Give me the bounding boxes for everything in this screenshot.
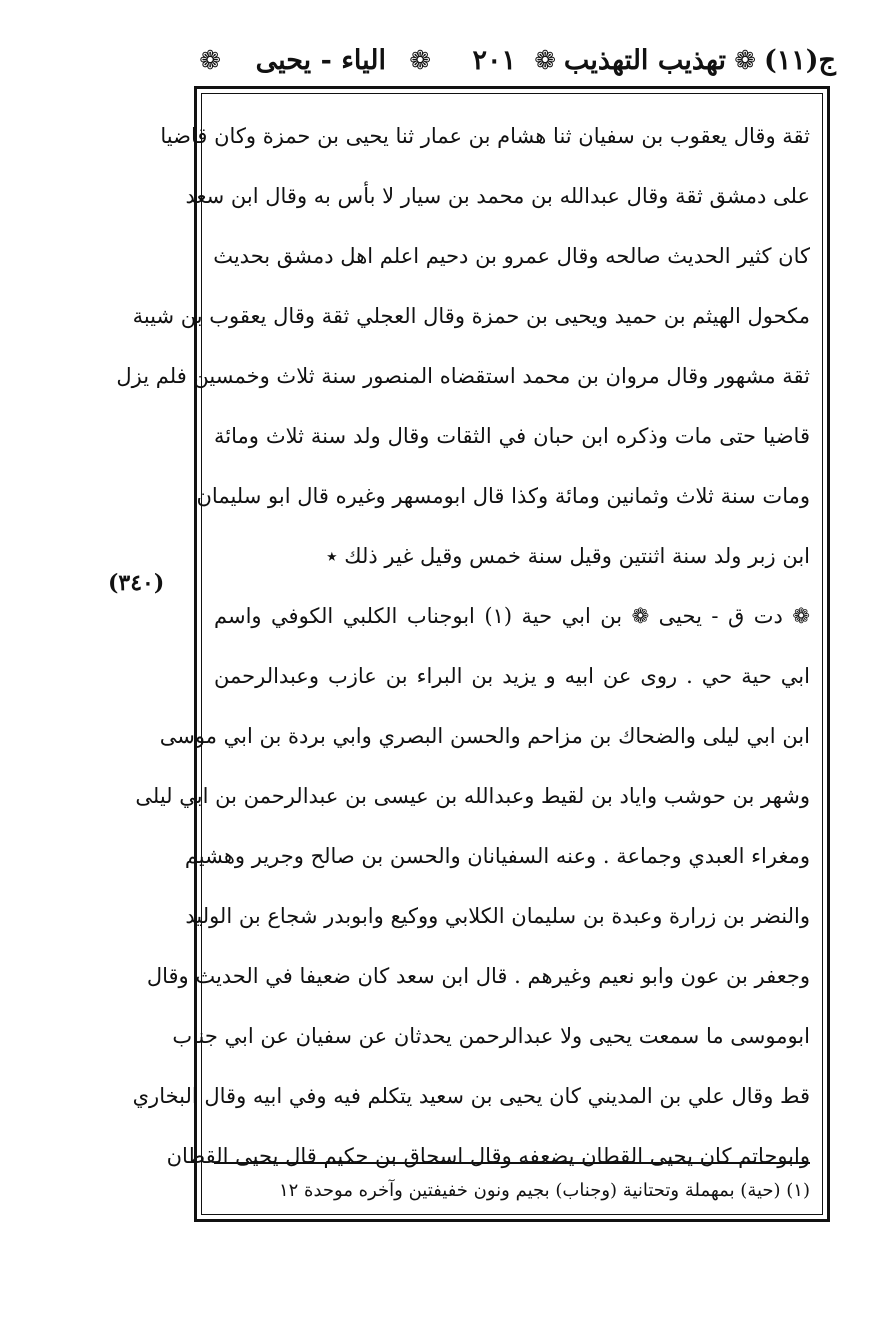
text-line: قاضيا حتى مات وذكره ابن حبان في الثقات وقال ولد سنة ثلاث ومائة bbox=[214, 424, 810, 448]
text-line: ابن ابي ليلى والضحاك بن مزاحم والحسن البصري وابي بردة بن ابي موسى bbox=[159, 724, 810, 748]
text-line: والنضر بن زرارة وعبدة بن سليمان الكلابي ووكيع وابوبدر شجاع بن الوليد bbox=[185, 904, 810, 928]
footnote: (١) (حية) بمهملة وتحتانية (وجناب) بجيم ونون خفيفتين وآخره موحدة ١٢ bbox=[278, 1180, 810, 1201]
text-line: ابوموسى ما سمعت يحيى ولا عبدالرحمن يحدثان عن سفيان عن ابي جناب bbox=[172, 1024, 810, 1048]
text-line: ابي حية حي . روى عن ابيه و يزيد بن البراء بن عازب وعبدالرحمن bbox=[214, 664, 810, 688]
text-line: ثقة وقال يعقوب بن سفيان ثنا هشام بن عمار ثنا يحيى بن حمزة وكان قاضيا bbox=[160, 124, 810, 148]
ornament-icon: ❁ bbox=[409, 46, 431, 76]
entry-heading-line: ❁ دت ق - يحيى ❁ بن ابي حية (١) ابوجناب الكلبي الكوفي واسم bbox=[214, 604, 810, 628]
entry-number: (٣٤٠) bbox=[108, 570, 165, 596]
section-title: الياء - يحيى bbox=[255, 45, 386, 76]
page-number: ٢٠١ bbox=[472, 45, 516, 76]
ornament-icon: ❁ bbox=[734, 46, 756, 76]
text-line: كان كثير الحديث صالحه وقال عمرو بن دحيم اعلم اهل دمشق بحديث bbox=[213, 244, 810, 268]
footnote-divider bbox=[214, 1162, 810, 1164]
volume-label: ج(١١) bbox=[763, 45, 836, 76]
text-line: وشهر بن حوشب واياد بن لقيط وعبدالله بن عيسى بن عبدالرحمن بن ابي ليلى bbox=[135, 784, 810, 808]
text-line: ثقة مشهور وقال مروان بن محمد استقضاه المنصور سنة ثلاث وخمسين فلم يزل bbox=[116, 364, 810, 388]
text-line: قط وقال علي بن المديني كان يحيى بن سعيد يتكلم فيه وفي ابيه وقال البخاري bbox=[132, 1084, 810, 1108]
text-line: ومات سنة ثلاث وثمانين ومائة وكذا قال ابومسهر وغيره قال ابو سليمان bbox=[196, 484, 810, 508]
running-header bbox=[190, 38, 836, 88]
ornament-icon: ❁ bbox=[199, 46, 221, 76]
text-line: ومغراء العبدي وجماعة . وعنه السفيانان والحسن بن صالح وجرير وهشيم bbox=[184, 844, 810, 868]
text-line: وابوحاتم كان يحيى القطان يضعفه وقال اسحاق بن حكيم قال يحيى القطان bbox=[166, 1144, 810, 1168]
ornament-icon: ❁ bbox=[534, 46, 556, 76]
text-line: ابن زبر ولد سنة اثنتين وقيل سنة خمس وقيل غير ذلك ٭ bbox=[326, 544, 810, 568]
text-line: مكحول الهيثم بن حميد ويحيى بن حمزة وقال العجلي ثقة وقال يعقوب بن شيبة bbox=[132, 304, 810, 328]
text-line: على دمشق ثقة وقال عبدالله بن محمد بن سيار لا بأس به وقال ابن سعد bbox=[185, 184, 810, 208]
book-title: تهذيب التهذيب bbox=[563, 45, 726, 76]
text-line: وجعفر بن عون وابو نعيم وغيرهم . قال ابن سعد كان ضعيفا في الحديث وقال bbox=[146, 964, 810, 988]
